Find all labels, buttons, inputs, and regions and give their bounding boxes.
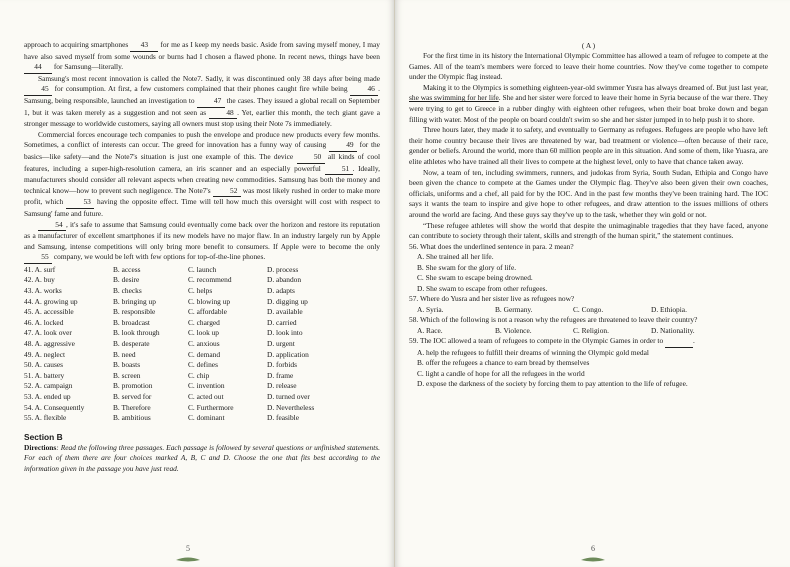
option-choice[interactable]: B. checks (113, 286, 142, 296)
cloze-blank-50: 50 (297, 152, 325, 164)
question-59 (409, 336, 768, 390)
option-row (24, 360, 357, 371)
page-number-left: 5 (186, 544, 190, 553)
question-57 (409, 294, 768, 315)
option-row (24, 265, 357, 276)
paragraph-text: having the opposite effect. Time will tell how much this oversight will cost with respect to Samsung' fame and future. (24, 197, 380, 218)
q59-option-a[interactable]: A. help the refugees to fulfill their dreams of winning the Olympic gold medal (417, 347, 649, 357)
cloze-blank-49: 49 (329, 140, 357, 152)
option-row (24, 339, 357, 350)
option-choice[interactable]: 47. A. look over (24, 328, 72, 338)
answer-blank (665, 336, 693, 348)
paragraph-text: . Samsung, being responsible, launched an investigation to (24, 84, 380, 105)
option-choice[interactable]: B. responsible (113, 307, 156, 317)
cloze-paragraph (24, 130, 380, 220)
directions-text: : Read the following three passages. Each passage is followed by several questions or unfinished statements. For each of them there are four choices marked A, B, C and D. Choose the one that fits best according to the information given in the passage you have just read. (24, 442, 380, 473)
cloze-blank-45: 45 (24, 84, 52, 96)
question-58-stem: 58. Which of the following is not a reason why the refugees are threatened to leave their country? (409, 315, 698, 325)
q59-option-d[interactable]: D. expose the darkness of the society by forcing them to pay attention to the life of refugee. (417, 379, 688, 389)
cloze-blank-51: 51 (325, 164, 353, 176)
q59-option-c[interactable]: C. light a candle of hope for all the refugees in the world (417, 368, 585, 378)
option-choice[interactable]: D. release (267, 381, 297, 391)
q56-option-b[interactable]: B. She swam for the glory of life. (417, 262, 517, 272)
option-choice[interactable]: 41. A. surf (24, 264, 56, 274)
option-row (24, 318, 357, 329)
paragraph-text: Commercial forces encourage tech companies to push the envelope and produce new products every few months. Sometimes, a conflict of interests can occur. The greed for innovation has a funny way of causing (24, 129, 380, 150)
option-row (24, 307, 357, 318)
leaf-ornament-icon (573, 554, 613, 564)
q58-option-d[interactable]: D. Nationality. (651, 325, 695, 335)
option-choice[interactable]: D. available (267, 307, 303, 317)
section-b-directions (24, 443, 380, 474)
option-choice[interactable]: B. broadcast (113, 317, 150, 327)
paragraph-text: for consumption. At first, a few customers complained that their phones caught fire while being (52, 84, 351, 94)
option-row (24, 413, 357, 424)
directions-label: Directions (24, 442, 57, 452)
option-choice[interactable]: C. recommend (188, 275, 232, 285)
question-56 (409, 242, 768, 295)
option-choice[interactable]: 45. A. accessible (24, 307, 74, 317)
cloze-blank-55: 55 (24, 252, 52, 264)
option-choice[interactable]: 48. A. aggressive (24, 339, 75, 349)
option-choice[interactable]: B. desire (113, 275, 140, 285)
option-row (24, 350, 357, 361)
option-choice[interactable]: D. application (267, 349, 309, 359)
option-choice[interactable]: C. look up (188, 328, 220, 338)
paragraph-text: approach to acquiring smartphones (24, 40, 131, 49)
option-row (24, 275, 357, 286)
option-row (24, 286, 357, 297)
option-choice[interactable]: C. charged (188, 317, 220, 327)
cloze-blank-44: 44 (24, 62, 52, 74)
cloze-blank-52: 52 (213, 186, 241, 198)
option-choice[interactable]: 53. A. ended up (24, 392, 71, 401)
paragraph-text: the cases. They issued a global recall on September 1, but it was taken merely as a suggestion and not seen as (24, 95, 380, 117)
cloze-paragraph (24, 40, 380, 74)
option-choice[interactable]: 50. A. causes (24, 360, 63, 370)
paragraph-text: was most likely rushed in order to make more profit, which (24, 185, 380, 207)
cloze-blank-53: 53 (66, 197, 94, 209)
option-choice[interactable]: D. digging up (267, 296, 308, 306)
option-choice[interactable]: 54. A. Consequently (24, 402, 85, 412)
option-choice[interactable]: C. launch (188, 264, 217, 274)
paragraph-text: Now, a team of ten, including swimmers, runners, and judokas from Syria, South Sudan, Ethipia and Congo have been given the chance to compete at the Games under the Olympic flag. They've also been given their own coaches, officials, uniforms and a chef, all paid for by the IOC. And in the past few months they've been training hard. The IOC says it wants the team to inspire and give hope to other refugees, and draw attention to the issues millions of others around the world are facing. And these guys say they've up to the task, whether they win gold or not. (409, 167, 768, 219)
q58-option-b[interactable]: B. Violence. (495, 325, 532, 335)
option-choice[interactable]: B. need (113, 349, 136, 359)
q58-option-c[interactable]: C. Religion. (573, 325, 609, 335)
option-row (24, 381, 357, 392)
option-choice[interactable]: C. anxious (188, 339, 220, 349)
paragraph-text: Making it to the Olympics is something eighteen-year-old swimmer Yusra has always dreamed of. But just last year, (423, 82, 768, 92)
question-59-stem-text: 59. The IOC allowed a team of refugees to compete in the Olympic Games in order to (409, 336, 665, 346)
option-choice[interactable]: C. demand (188, 349, 221, 359)
option-row (24, 371, 357, 382)
option-choice[interactable]: C. affordable (188, 307, 227, 317)
option-choice[interactable]: 42. A. buy (24, 275, 55, 285)
cloze-paragraph (24, 220, 380, 264)
question-56-stem: 56. What does the underlined sentence in para. 2 mean? (409, 241, 574, 251)
q57-option-a[interactable]: A. Syria. (417, 304, 444, 314)
option-choice[interactable]: C. Furthermore (188, 402, 234, 412)
underlined-sentence: she was swimming for her life (409, 93, 499, 103)
option-row (24, 297, 357, 308)
option-choice[interactable]: B. desperate (113, 339, 150, 349)
option-choice[interactable]: B. look through (113, 328, 160, 338)
q56-option-c[interactable]: C. She swam to escape being drowned. (417, 273, 533, 283)
option-choice[interactable]: C. blowing up (188, 296, 231, 306)
paragraph-text: Three hours later, they made it to safety, and eventually to Germany as refugees. Refugees are people who have left their home country because their lives are threatened by war, bad treatment or violence—often because of their race, gender or beliefs. Around the world, more than 60 million people are in this situation. And some of them, like Yuasra, are elite athletes who have trained all their lives to compete at the highest level, only to have that chance taken away. (409, 125, 768, 166)
paragraph-text: for me as I keep my needs basic. Aside from saving myself money, I may have also saved myself from some wounds or burns had I chosen a flawed phone. In recent news, things have been (24, 40, 381, 61)
option-choice[interactable]: 43. A. works (24, 286, 62, 296)
paragraph-text: for the basics—like safety—and the Note7's situation is just one example of this. The device (24, 140, 380, 161)
option-choice[interactable]: D. carried (267, 317, 297, 327)
option-choice[interactable]: B. boasts (113, 360, 141, 370)
option-choice[interactable]: C. helps (188, 286, 213, 296)
option-choice[interactable]: C. invention (188, 381, 225, 391)
option-choice[interactable]: B. promotion (113, 381, 153, 391)
cloze-passage (24, 40, 380, 264)
passage-paragraph (409, 83, 768, 125)
q57-option-d[interactable]: D. Ethiopia. (651, 304, 687, 314)
q56-option-d[interactable]: D. She swam to escape from other refugees. (417, 283, 548, 293)
option-choice[interactable]: D. abandon (267, 275, 302, 285)
question-57-stem: 57. Where do Yusra and her sister live as refugees now? (409, 294, 575, 304)
paragraph-text: company, we would be left with few options for top-of-the-line phones. (52, 252, 266, 262)
option-choice[interactable]: D. Nevertheless (267, 402, 315, 412)
paragraph-text: , it's safe to assume that Samsung could eventually come back over the horizon and restore its reputation as a manufacturer of excellent smartphones if its new models have no major flaw. In an industry largely run by Apple and Samsung, intense competitions will only bring more benefit to consumers. If Apple were to become the only (24, 219, 380, 251)
cloze-blank-48: 48 (209, 108, 237, 120)
option-choice[interactable]: B. screen (113, 370, 141, 380)
q57-option-b[interactable]: B. Germany. (495, 304, 533, 314)
paragraph-text: for Samsung—literally. (52, 62, 124, 72)
option-choice[interactable]: D. forbids (267, 360, 297, 370)
paragraph-text: . Yet, earlier this month, the tech giant gave a stronger message to worldwide customers, saying all owners must stop using their Note 7s immediately. (24, 107, 380, 129)
option-choice[interactable]: 49. A. neglect (24, 349, 66, 359)
option-choice[interactable]: D. process (267, 264, 299, 274)
q58-option-a[interactable]: A. Race. (417, 325, 443, 335)
option-row (24, 403, 357, 414)
cloze-paragraph (24, 74, 380, 130)
question-58 (409, 315, 768, 336)
cloze-blank-43: 43 (130, 40, 158, 52)
option-choice[interactable]: D. turned over (267, 392, 310, 401)
passage-paragraph (409, 221, 768, 242)
option-choice[interactable]: B. served for (113, 392, 152, 401)
option-choice[interactable]: D. urgent (267, 339, 295, 349)
cloze-blank-46: 46 (350, 84, 378, 96)
cloze-options-table (24, 265, 357, 424)
option-choice[interactable]: D. adapts (267, 286, 295, 296)
option-choice[interactable]: B. Therefore (113, 402, 151, 412)
option-choice[interactable]: 51. A. battery (24, 370, 65, 380)
passage-paragraph (409, 125, 768, 167)
paragraph-text: For the first time in its history the International Olympic Committee has allowed a team of refugee to compete at the Games. All of the team's members were forced to leave their home countries. Now they've come together to compete under the Olympic flag instead. (409, 51, 768, 82)
option-choice[interactable]: B. bringing up (113, 296, 156, 306)
passage-label: ( A ) (581, 41, 596, 50)
cloze-blank-47: 47 (197, 96, 225, 108)
option-choice[interactable]: B. access (113, 264, 141, 274)
paragraph-text: “These refugee athletes will show the world that despite the unimaginable tragedies that they have faced, anyone can contribute to society through their talent, skills and strength of the human spirit,” the statement continues. (409, 220, 768, 241)
option-choice[interactable]: 44. A. growing up (24, 296, 78, 306)
right-page (395, 0, 790, 567)
option-choice[interactable]: B. ambitious (113, 413, 151, 423)
option-choice[interactable]: 46. A. locked (24, 317, 64, 327)
q57-option-c[interactable]: C. Congo. (573, 304, 604, 314)
option-choice[interactable]: C. defines (188, 360, 218, 370)
paragraph-text: all kinds of cool features, including a super-high-resolution camera, an iris scanner and an especially powerful (24, 151, 380, 173)
option-choice[interactable]: C. chip (188, 370, 210, 380)
section-b-title: Section B (24, 431, 63, 442)
option-row (24, 392, 357, 403)
option-choice[interactable]: D. feasible (267, 413, 300, 423)
reading-passage-a (409, 51, 768, 242)
passage-paragraph (409, 168, 768, 221)
option-choice[interactable]: 55. A. flexible (24, 413, 67, 423)
paragraph-text: Samsung's most recent innovation is called the Note7. Sadly, it was discontinued only 38 days after being made (38, 73, 380, 83)
leaf-ornament-icon (168, 554, 208, 564)
question-59-stem (409, 336, 768, 348)
passage-paragraph (409, 51, 768, 83)
page-number-right: 6 (591, 544, 595, 553)
q59-option-b[interactable]: B. offer the refugees a chance to earn bread by themselves (417, 358, 590, 368)
option-choice[interactable]: C. acted out (188, 392, 224, 401)
question-59-stem-end: . (693, 336, 695, 346)
option-row (24, 328, 357, 339)
cloze-blank-54: 54 (38, 220, 66, 232)
paragraph-text: . She and her sister were forced to leave their home in Syria because of the war there. They were trying to get to Greece in a rubber dinghy with eighteen other refugees, when their boat broke down and began filling with water. Most of the people on board couldn't swim so she and her sister jumped in to help push it to shore. (409, 93, 769, 124)
option-choice[interactable]: C. dominant (188, 413, 225, 423)
option-choice[interactable]: D. look into (267, 328, 303, 338)
option-choice[interactable]: 52. A. campaign (24, 381, 73, 391)
q56-option-a[interactable]: A. She trained all her life. (417, 252, 494, 262)
option-choice[interactable]: D. frame (267, 370, 294, 380)
paragraph-text: . Ideally, manufacturers should consider all relevant aspects when creating new commodities. Samsung has both the money and technical know—how to prevent such negligence. The Note7's (24, 163, 380, 195)
